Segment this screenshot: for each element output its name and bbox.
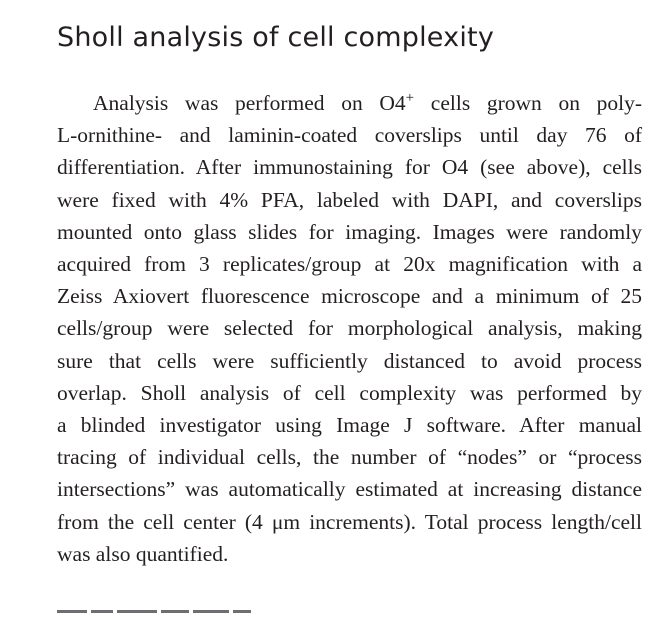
paragraph-line-5: mounted onto glass slides for imaging. Images were randomly xyxy=(57,219,642,244)
paragraph-line-11: a blinded investigator using Image J software. After manual xyxy=(57,413,642,438)
paragraph-line-14: from the cell center (4 μm increments). Total process length/cell xyxy=(57,509,642,534)
section-heading: Sholl analysis of cell complexity xyxy=(57,22,494,53)
paragraph-line-1: Analysis was performed on O4+ cells grown on poly- xyxy=(93,89,643,115)
paragraph-line-10: overlap. Sholl analysis of cell complexity was performed by xyxy=(57,380,642,405)
cropped-footer-text xyxy=(57,610,667,618)
paragraph-line-9: sure that cells were sufficiently distanced to avoid process xyxy=(57,348,642,373)
paragraph-line-15: was also quantified. xyxy=(57,541,229,566)
paragraph-line-8: cells/group were selected for morphological analysis, making xyxy=(57,316,642,341)
paragraph-line-13: intersections” was automatically estimated at increasing distance xyxy=(57,477,642,502)
body-paragraph xyxy=(57,87,642,570)
paragraph-line-2: L-ornithine- and laminin-coated coverslips until day 76 of xyxy=(57,123,642,148)
paragraph-line-7: Zeiss Axiovert fluorescence microscope and a minimum of 25 xyxy=(57,284,642,309)
paragraph-line-4: were fixed with 4% PFA, labeled with DAPI, and coverslips xyxy=(57,187,642,212)
paragraph-line-12: tracing of individual cells, the number of “nodes” or “process xyxy=(57,445,642,470)
paragraph-line-3: differentiation. After immunostaining for O4 (see above), cells xyxy=(57,155,642,180)
paragraph-line-6: acquired from 3 replicates/group at 20x magnification with a xyxy=(57,252,642,277)
superscript-plus: + xyxy=(405,89,415,106)
